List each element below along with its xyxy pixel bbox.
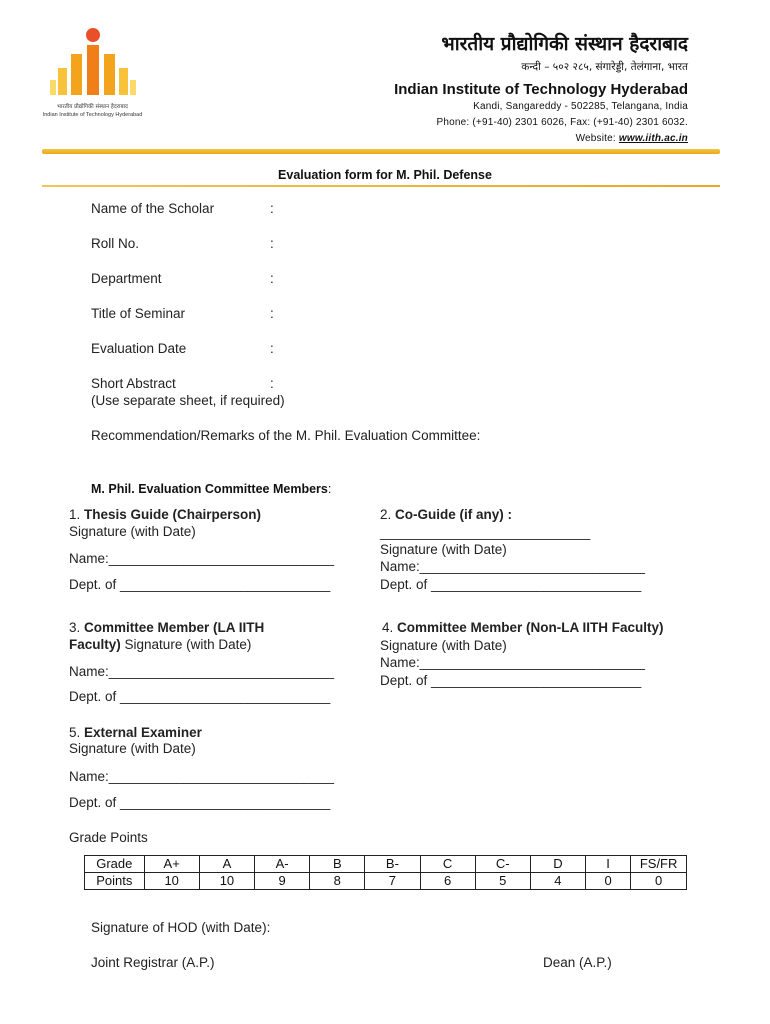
grade-table (84, 855, 687, 890)
member-number: 3. (69, 620, 85, 635)
member-2-coguide-line[interactable]: ____________________________ (380, 525, 591, 540)
field-label-scholar-name: Name of the Scholar (91, 201, 215, 216)
committee-heading-colon: : (327, 482, 332, 496)
grade-cell: C- (475, 856, 530, 873)
field-label-evaluation-date: Evaluation Date (91, 341, 187, 356)
field-label-department: Department (91, 271, 162, 286)
hindi-address: कन्दी – ५०२ २८५, संगारेड्डी, तेलंगाना, भारत (521, 61, 688, 73)
remarks-label: Recommendation/Remarks of the M. Phil. Evaluation Committee: (91, 428, 481, 443)
member-3-heading-cont (69, 637, 251, 652)
grade-points-heading: Grade Points (69, 830, 148, 845)
member-2-signature: Signature (with Date) (380, 542, 507, 557)
institute-address: Kandi, Sangareddy - 502285, Telangana, India (473, 101, 688, 112)
institute-phone-fax: Phone: (+91-40) 2301 6026, Fax: (+91-40) 2301 6032. (436, 117, 688, 128)
points-cell: 10 (199, 873, 254, 890)
hod-signature-label: Signature of HOD (with Date): (91, 920, 271, 935)
member-2-heading (380, 507, 512, 522)
member-1-name-line[interactable]: Name:______________________________ (69, 551, 335, 566)
member-1-signature: Signature (with Date) (69, 524, 196, 539)
field-sep: : (270, 306, 274, 321)
grade-cell: D (530, 856, 585, 873)
member-4-name-line[interactable]: Name:______________________________ (380, 655, 646, 670)
member-number: 1. (69, 507, 85, 522)
grade-cell: A- (255, 856, 310, 873)
grade-row (85, 856, 687, 873)
member-2-name-line[interactable]: Name:______________________________ (380, 559, 646, 574)
field-label-seminar-title: Title of Seminar (91, 306, 186, 321)
member-number: 2. (380, 507, 396, 522)
title-divider (42, 185, 720, 187)
grade-cell: B (310, 856, 365, 873)
points-cell: Points (85, 873, 145, 890)
grade-cell: A+ (144, 856, 199, 873)
points-cell: 10 (144, 873, 199, 890)
field-sep: : (270, 271, 274, 286)
member-number: 5. (69, 725, 85, 740)
points-cell: 0 (585, 873, 630, 890)
grade-cell: C (420, 856, 475, 873)
points-cell: 7 (365, 873, 420, 890)
member-3-title: Committee Member (LA IITH (84, 620, 265, 635)
grade-cell: Grade (85, 856, 145, 873)
member-5-name-line[interactable]: Name:______________________________ (69, 769, 335, 784)
points-cell: 5 (475, 873, 530, 890)
member-5-signature: Signature (with Date) (69, 741, 196, 756)
member-4-signature: Signature (with Date) (380, 638, 507, 653)
member-4-heading (382, 620, 664, 635)
points-cell: 9 (255, 873, 310, 890)
member-1-dept-line[interactable]: Dept. of ____________________________ (69, 577, 331, 592)
grade-cell: I (585, 856, 630, 873)
member-5-title: External Examiner (84, 725, 202, 740)
institute-name: Indian Institute of Technology Hyderabad (394, 81, 688, 98)
dean-label: Dean (A.P.) (543, 955, 612, 970)
committee-heading (91, 482, 331, 496)
institute-website (576, 133, 688, 144)
joint-registrar-label: Joint Registrar (A.P.) (91, 955, 215, 970)
member-3-name-line[interactable]: Name:______________________________ (69, 664, 335, 679)
field-label-short-abstract: Short Abstract (91, 376, 176, 391)
member-2-dept-line[interactable]: Dept. of ____________________________ (380, 577, 642, 592)
member-5-dept-line[interactable]: Dept. of ____________________________ (69, 795, 331, 810)
member-4-title: Committee Member (Non-LA IITH Faculty) (397, 620, 664, 635)
member-3-title-cont: Faculty) (69, 637, 121, 652)
field-sep: : (270, 341, 274, 356)
member-2-title: Co-Guide (if any) : (395, 507, 513, 522)
logo-text-en: Indian Institute of Technology Hyderabad (42, 112, 143, 118)
committee-heading-text: M. Phil. Evaluation Committee Members (91, 482, 328, 496)
points-cell: 0 (631, 873, 687, 890)
abstract-note: (Use separate sheet, if required) (91, 393, 285, 408)
iith-logo (40, 26, 145, 126)
points-cell: 6 (420, 873, 475, 890)
points-row (85, 873, 687, 890)
header-divider (42, 149, 720, 154)
member-3-heading (69, 620, 264, 635)
grade-cell: A (199, 856, 254, 873)
member-number: 4. (382, 620, 398, 635)
website-label: Website: (575, 133, 619, 144)
member-1-heading (69, 507, 261, 522)
form-title: Evaluation form for M. Phil. Defense (278, 168, 492, 182)
member-4-dept-line[interactable]: Dept. of ____________________________ (380, 673, 642, 688)
points-cell: 8 (310, 873, 365, 890)
field-sep: : (270, 236, 274, 251)
points-cell: 4 (530, 873, 585, 890)
member-3-signature: Signature (with Date) (124, 637, 252, 652)
iith-logo-icon (40, 26, 145, 126)
logo-text-hindi: भारतीय प्रौद्योगिकी संस्थान हैदराबाद (57, 104, 128, 110)
member-5-heading (69, 725, 202, 740)
field-label-roll-no: Roll No. (91, 236, 140, 251)
field-sep: : (270, 376, 274, 391)
website-link[interactable]: www.iith.ac.in (618, 133, 688, 144)
field-sep: : (270, 201, 274, 216)
member-1-title: Thesis Guide (Chairperson) (84, 507, 262, 522)
member-3-dept-line[interactable]: Dept. of ____________________________ (69, 689, 331, 704)
hindi-title: भारतीय प्रौद्योगिकी संस्थान हैदराबाद (441, 33, 688, 55)
grade-cell: FS/FR (631, 856, 687, 873)
grade-cell: B- (365, 856, 420, 873)
